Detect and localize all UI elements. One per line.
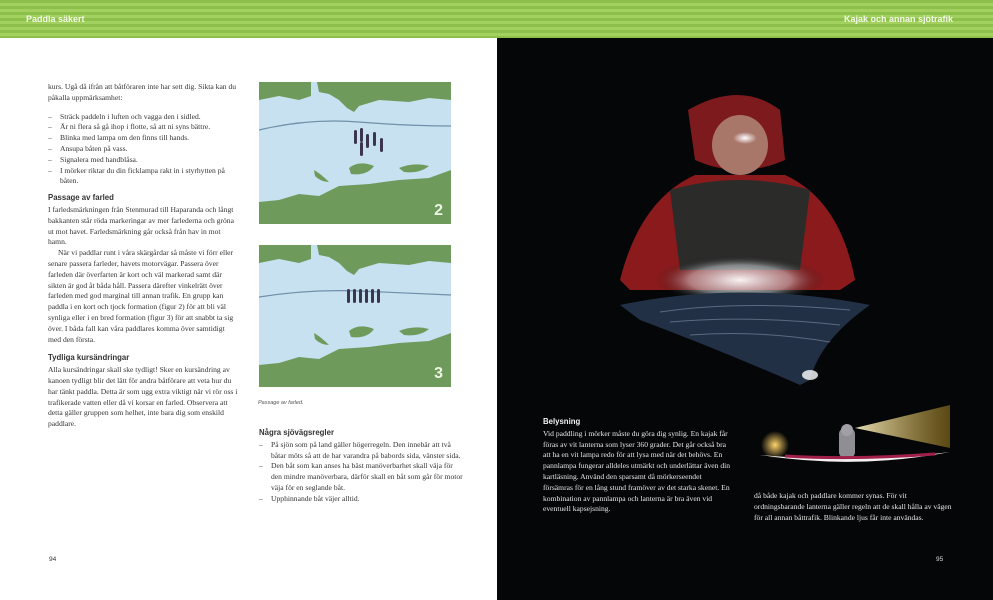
- list-item: – I mörker riktar du din ficklampa rakt in i styrhytten på båten.: [48, 166, 238, 188]
- list-item: – På sjön som på land gäller högerregeln. Den innebär att två båtar möts så att de har varandra på babords sida, vänster sida.: [259, 440, 464, 462]
- kayak-lighting-illustration: [755, 400, 955, 470]
- section-heading: Tydliga kursändringar: [48, 353, 130, 363]
- page-header-band: [0, 0, 993, 38]
- lighting-text-column: [543, 417, 731, 515]
- section-heading: Några sjövägsregler: [259, 428, 334, 437]
- figure-number: 3: [434, 365, 443, 382]
- list-item: – Ansupa båten på vass.: [48, 144, 238, 155]
- section-heading: Belysning: [543, 417, 581, 426]
- intro-paragraph: kurs. Ugå då ifrån att båtföraren inte har sett dig. Sikta kan du påkalla uppmärksamhet:: [48, 82, 237, 102]
- signal-list: [48, 112, 238, 188]
- kayaker-night-photo: [600, 80, 880, 400]
- list-item: – Upphinnande båt väjer alltid.: [259, 494, 464, 505]
- left-text-column: [48, 82, 238, 430]
- list-item: – Signalera med handblåsa.: [48, 155, 238, 166]
- figure-map-3: [259, 245, 451, 387]
- body-paragraph: När vi paddlar runt i våra skärgårdar så måste vi förr eller senare passera farleder, havets motorvägar. Passera över farleden där överfarten är kort och väl markerad samt där sikten är god åt båda håll. Passera därefter vinkelrätt över farleden med god marginal till annan trafik. En grupp kan paddla i en kort och tjock formation (figur 2) för att bli väl synliga eller i en bred formation (figur 3) för att snabbt ta sig över. I båda fall kan våra paddlares komma över samtidigt med den första.: [48, 248, 234, 344]
- map-illustration: [259, 245, 451, 387]
- page-number-right: 95: [936, 556, 944, 563]
- section-title-left: Paddla säkert: [26, 14, 85, 24]
- rules-list: [259, 440, 464, 505]
- lighting-text-column-2: [754, 491, 954, 523]
- figure-map-2: [259, 82, 451, 224]
- list-item: – Blinka med lampa om den finns till hands.: [48, 133, 238, 144]
- list-item: – Sträck paddeln i luften och vagga den i sidled.: [48, 112, 238, 123]
- figure-caption: Passage av farled.: [258, 400, 304, 406]
- body-paragraph: Alla kursändringar skall ske tydligt! Sker en kursändring av kanoen tydligt blir det lätt för andra båtförare att veta hur du har tänkt paddla. Detta är som ugg extra viktigt när vi rör oss i trafikerade vatten eller då vi korsar en farled. Observera att detta gäller gruppen som helhet, inte bara dig som enskild paddlare.: [48, 365, 238, 429]
- body-paragraph: I farledsmärkningen från Stenmurad till Haparanda och långt bakkanten står röda markeringar av mer farlederna och gröna ut mot havet. Farledsmärkning går också från hav in mot hamn.: [48, 204, 234, 247]
- map-illustration: [259, 82, 451, 224]
- body-paragraph: Vid paddling i mörker måste du göra dig synlig. En kajak får föras av vit lanterna som lyser 360 grader. Det går också bra att ha en vit lampa redo för att lysa med när det behövs. En pannlampa fungerar alldeles utmärkt och underlättar även din kartläsning. Använd den sparsamt då mörkerseendet försämras för en lång stund framöver av det starka skenet. En kombination av pannlampa och lanterna är bra även vid eventuell kapsejsning.: [543, 428, 731, 514]
- list-item: – Den båt som kan anses ha bäst manöverbarhet skall väja för den mindre manöverbara, därför skall en båt som går för motor väja för en seglande båt.: [259, 461, 464, 493]
- list-item: – Är ni flera så gå ihop i flotte, så att ni syns bättre.: [48, 122, 238, 133]
- section-heading: Passage av farled: [48, 193, 114, 203]
- page-number-left: 94: [49, 556, 57, 563]
- body-paragraph: då både kajak och paddlare kommer synas. För vit ordningsbarande lanterna gäller regeln att de skall hålla av vägen för all annan båttrafik. Blinkande ljus får inte användas.: [754, 491, 952, 522]
- figure-number: 2: [434, 202, 443, 219]
- section-title-right: Kajak och annan sjötrafik: [843, 14, 953, 24]
- rules-column: [259, 428, 464, 511]
